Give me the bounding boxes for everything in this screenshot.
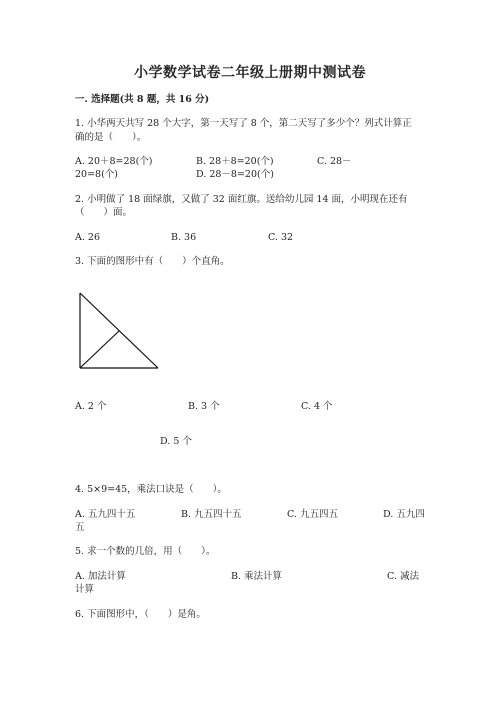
question-1-text: 1. 小华两天共写 28 个大字，第一天写了 8 个，第二天写了多少个？列式计算正 [75,118,412,129]
section-heading: 一. 选择题(共 8 题，共 16 分) [75,94,210,105]
question-5-option-c-cont: 计算 [75,584,95,595]
triangle-figure [73,286,163,376]
question-1-option-c-cont: 20=8(个) [75,169,119,180]
question-3-text: 3. 下面的图形中有（ ）个直角。 [75,256,230,267]
question-5-text: 5. 求一个数的几倍，用（ ）。 [75,546,216,557]
question-1-option-c: C. 28－ [317,156,352,167]
question-1-option-a: A. 20＋8=28(个) [75,156,153,167]
question-2-option-c: C. 32 [268,232,294,243]
question-3-option-c: C. 4 个 [301,401,333,412]
page-title: 小学数学试卷二年级上册期中测试卷 [134,65,366,81]
question-4-option-b: B. 九五四十五 [181,509,242,520]
question-5-option-c: C. 减法 [387,571,419,582]
question-4-option-d-cont: 五 [75,522,85,533]
question-3-option-a: A. 2 个 [75,401,107,412]
question-3-option-b: B. 3 个 [188,401,220,412]
question-6-text: 6. 下面图形中，（ ）是角。 [75,609,206,620]
question-1-option-d: D. 28－8=20(个) [196,169,274,180]
question-5-option-b: B. 乘法计算 [231,571,283,582]
question-2-option-b: B. 36 [171,232,197,243]
question-4-text: 4. 5×9=45，乘法口诀是（ ）。 [75,484,227,495]
question-4-option-a: A. 五九四十五 [75,509,136,520]
question-2-option-a: A. 26 [75,232,100,243]
question-2-text-cont: （ ）面。 [75,207,133,218]
question-5-option-a: A. 加法计算 [75,571,126,582]
triangle-inner-segment [80,331,119,368]
question-2-text: 2. 小明做了 18 面绿旗，又做了 32 面红旗。送给幼儿园 14 面，小明现在还有 [75,194,408,205]
question-4-option-c: C. 九五四五 [287,509,338,520]
question-3-option-d: D. 5 个 [160,436,192,447]
question-4-option-d: D. 五九四 [383,509,425,520]
question-1-text-cont: 确的是（ ）。 [75,132,147,143]
question-1-option-b: B. 28＋8=20(个) [196,156,274,167]
